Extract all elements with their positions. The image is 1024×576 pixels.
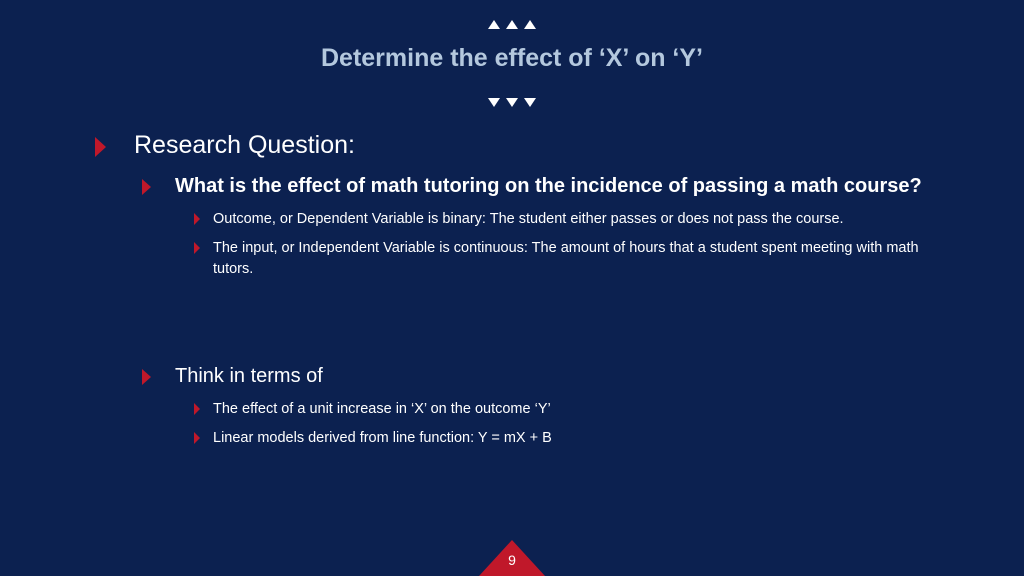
triangle-up-icon [488, 20, 500, 29]
list-item: The input, or Independent Variable is continuous: The amount of hours that a student spent meeting with math tutors. [213, 240, 919, 277]
triangle-right-icon [194, 432, 200, 444]
triangle-right-icon [194, 242, 200, 254]
triangle-right-icon [142, 369, 151, 385]
research-question-text: What is the effect of math tutoring on the incidence of passing a math course? [175, 175, 922, 197]
triangle-down-icon [488, 98, 500, 107]
triangle-down-icon [524, 98, 536, 107]
triangle-right-icon [194, 403, 200, 415]
research-question-heading: Research Question: [134, 131, 355, 159]
page-number: 9 [508, 552, 516, 568]
triangle-right-icon [194, 213, 200, 225]
slide-title: Determine the effect of ‘X’ on ‘Y’ [320, 44, 704, 72]
title-decoration-bottom [0, 98, 1024, 107]
think-heading: Think in terms of [175, 365, 323, 387]
triangle-up-icon [524, 20, 536, 29]
triangle-right-icon [95, 137, 106, 157]
triangle-up-icon [506, 20, 518, 29]
list-item: Linear models derived from line function: Y = mX + B [213, 430, 552, 446]
triangle-right-icon [142, 179, 151, 195]
triangle-down-icon [506, 98, 518, 107]
list-item: The effect of a unit increase in ‘X’ on the outcome ‘Y’ [213, 401, 551, 417]
title-decoration-top [0, 20, 1024, 29]
list-item: Outcome, or Dependent Variable is binary: The student either passes or does not pass the course. [213, 211, 844, 227]
